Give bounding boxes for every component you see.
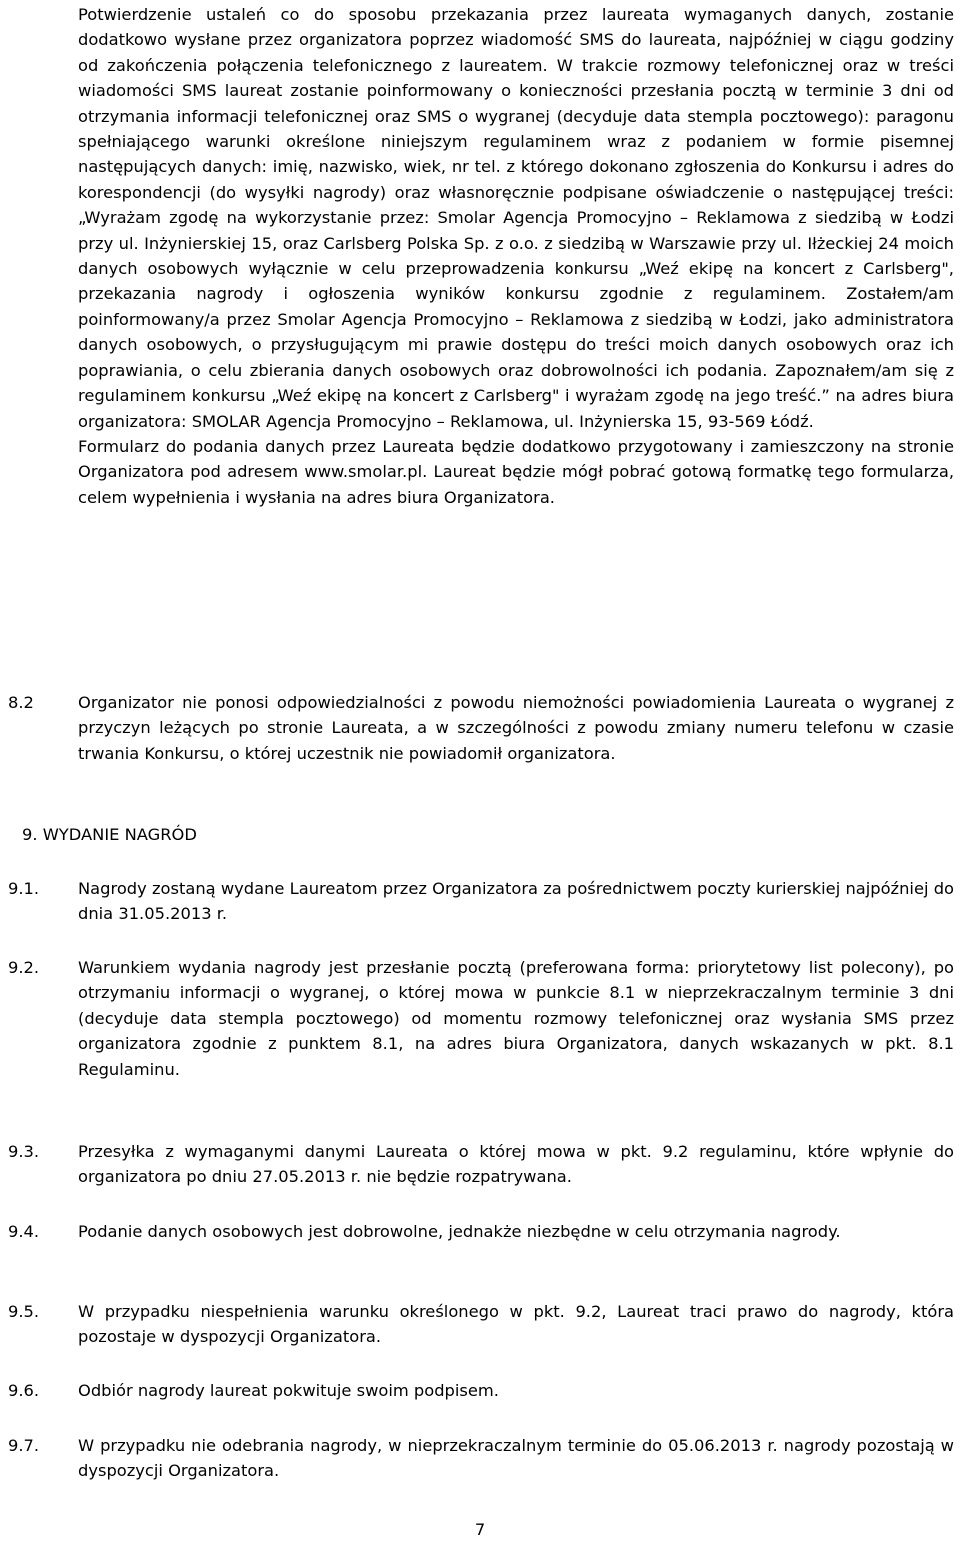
- clause-9-3: [8, 1139, 954, 1190]
- clause-number: 9.2.: [8, 958, 40, 977]
- clause-text: Nagrody zostaną wydane Laureatom przez Organizatora za pośrednictwem poczty kurierskiej najpóźniej do dnia 31.05.2013 r.: [78, 879, 954, 924]
- clause-text: W przypadku nie odebrania nagrody, w nieprzekraczalnym terminie do 05.06.2013 r. nagrody pozostają w dyspozycji Organizatora.: [78, 1436, 954, 1481]
- clause-number: 9.1.: [8, 879, 40, 898]
- clause-text: W przypadku niespełnienia warunku określonego w pkt. 9.2, Laureat traci prawo do nagrody, która pozostaje w dyspozycji Organizatora.: [78, 1302, 954, 1347]
- clause-9-5: [8, 1299, 954, 1350]
- clause-text: Odbiór nagrody laureat pokwituje swoim podpisem.: [78, 1381, 499, 1400]
- clause-number: 9.4.: [8, 1222, 40, 1241]
- intro-paragraph-form: Formularz do podania danych przez Laureata będzie dodatkowo przygotowany i zamieszczony na stronie Organizatora pod adresem www.smolar.pl. Laureat będzie mógł pobrać gotową formatkę tego formularza, celem wypełnienia i wysłania na adres biura Organizatora.: [78, 436, 954, 507]
- intro-text: [78, 2, 954, 510]
- section-heading: 9. WYDANIE NAGRÓD: [22, 825, 197, 844]
- clause-number: 9.3.: [8, 1142, 40, 1161]
- clause-number: 9.6.: [8, 1381, 40, 1400]
- clause-8-2: [8, 690, 954, 766]
- clause-9-2: [8, 955, 954, 1082]
- page-number: 7: [474, 1520, 486, 1539]
- clause-text: Przesyłka z wymaganymi danymi Laureata o której mowa w pkt. 9.2 regulaminu, które wpłynie do organizatora po dniu 27.05.2013 r. nie będzie rozpatrywana.: [78, 1142, 954, 1187]
- clause-number: 9.7.: [8, 1436, 40, 1455]
- clause-text: Podanie danych osobowych jest dobrowolne, jednakże niezbędne w celu otrzymania nagrody.: [78, 1222, 841, 1241]
- clause-number: 8.2: [8, 693, 34, 712]
- intro-paragraph-confirmation: Potwierdzenie ustaleń co do sposobu przekazania przez laureata wymaganych danych, zostanie dodatkowo wysłane przez organizatora poprzez wiadomość SMS do laureata, najpóźniej w ciągu godziny od zakończenia połączenia telefonicznego z laureatem. W trakcie rozmowy telefonicznej oraz w treści wiadomości SMS laureat zostanie poinformowany o konieczności przesłania pocztą w terminie 3 dni od otrzymania informacji telefonicznej oraz SMS o wygranej (decyduje data stempla pocztowego): paragonu spełniającego warunki określone niniejszym regulaminem wraz z podaniem w formie pisemnej następujących danych: imię, nazwisko, wiek, nr tel. z którego dokonano zgłoszenia do Konkursu i adres do korespondencji (do wysyłki nagrody) oraz własnoręcznie podpisane oświadczenie o następującej treści: „Wyrażam zgodę na wykorzystanie przez: Smolar Agencja Promocyjno – Reklamowa z siedzibą w Łodzi przy ul. Inżynierskiej 15, oraz Carlsberg Polska Sp. z o.o. z siedzibą w Warszawie przy ul. Iłżeckiej 24 moich danych osobowych wyłącznie w celu przeprowadzenia konkursu „Weź ekipę na koncert z Carlsberg", przekazania nagrody i ogłoszenia wyników konkursu zgodnie z regulaminem. Zostałem/am poinformowany/a przez Smolar Agencja Promocyjno – Reklamowa z siedzibą w Łodzi, jako administratora danych osobowych, o przysługującym mi prawie dostępu do treści moich danych osobowych oraz ich poprawiania, o celu zbierania danych osobowych oraz dobrowolności ich podania. Zapoznałem/am się z regulaminem konkursu „Weź ekipę na koncert z Carlsberg" i wyrażam zgodę na jego treść.” na adres biura organizatora: SMOLAR Agencja Promocyjno – Reklamowa, ul. Inżynierska 15, 93-569 Łódź.: [78, 5, 954, 431]
- clause-text: Warunkiem wydania nagrody jest przesłanie pocztą (preferowana forma: priorytetowy list polecony), po otrzymaniu informacji o wygranej, o której mowa w punkcie 8.1 w nieprzekraczalnym terminie 3 dni (decyduje data stempla pocztowego) od momentu rozmowy telefonicznej oraz wysłania SMS przez organizatora zgodnie z punktem 8.1, na adres biura Organizatora, danych wskazanych w pkt. 8.1 Regulaminu.: [78, 958, 954, 1079]
- clause-9-1: [8, 876, 954, 927]
- clause-text: Organizator nie ponosi odpowiedzialności z powodu niemożności powiadomienia Laureata o wygranej z przyczyn leżących po stronie Laureata, a w szczególności z powodu zmiany numeru telefonu w czasie trwania Konkursu, o której uczestnik nie powiadomił organizatora.: [78, 693, 954, 763]
- clause-9-7: [8, 1433, 954, 1484]
- clause-9-6: [8, 1378, 954, 1403]
- clause-number: 9.5.: [8, 1302, 40, 1321]
- clause-9-4: [8, 1219, 954, 1244]
